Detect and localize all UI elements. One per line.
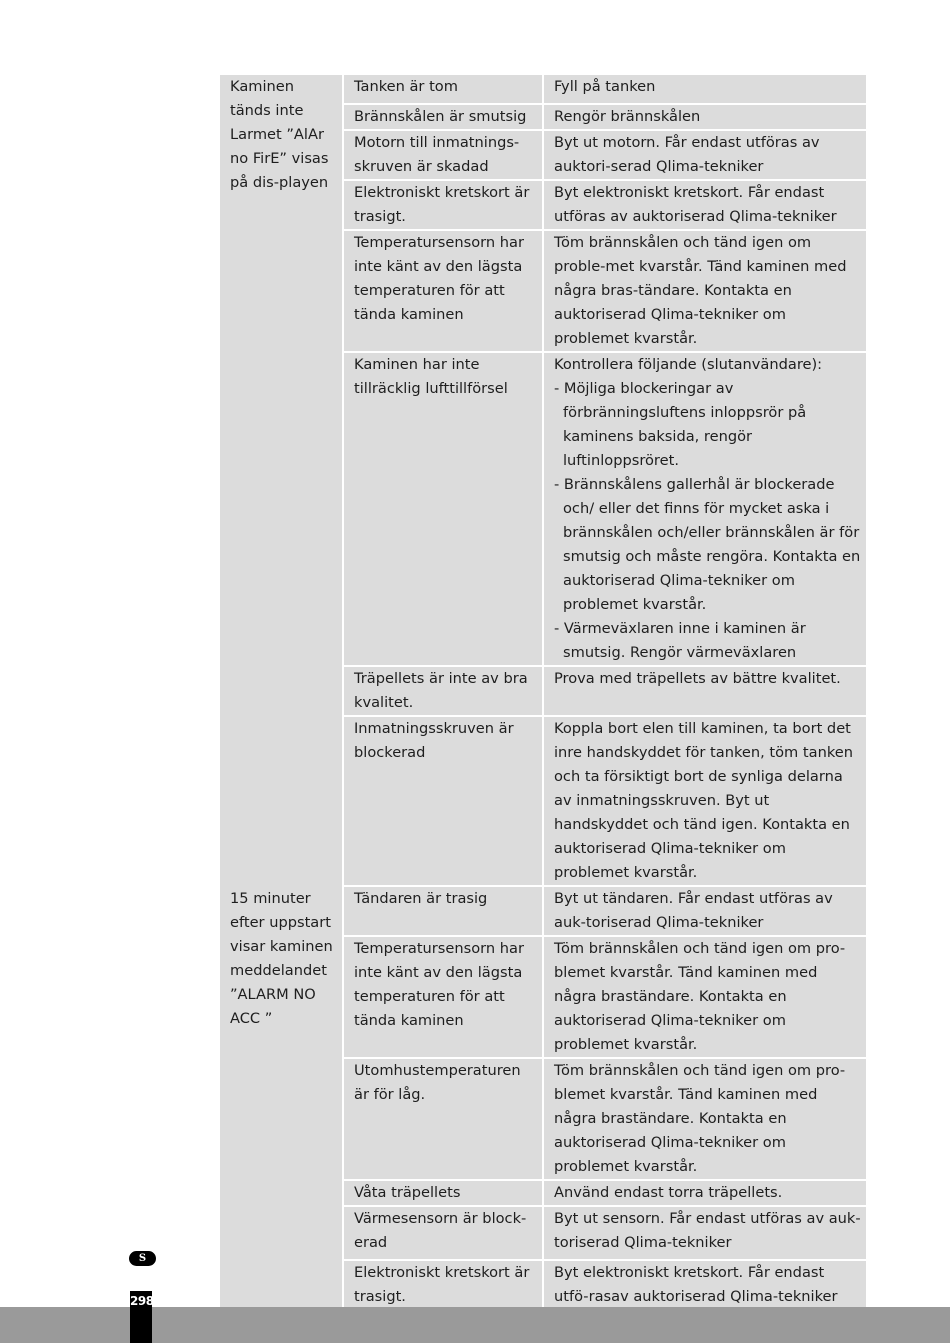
solution-line: Töm brännskålen och tänd igen om proble-met kvarstår. Tänd kaminen med några bras-tändare. Kontakta en auktoriserad Qlima-tekniker om problemet kvarstår. (554, 234, 847, 347)
solution-cell (544, 1059, 866, 1181)
solution-cell (544, 105, 866, 131)
solution-line: Rengör brännskålen (554, 108, 701, 125)
solution-line: - Möjliga blockeringar av förbränningsluftens inloppsrör på kaminens baksida, rengör luftinloppsröret. (554, 380, 807, 469)
cause-cell: Motorn till inmatnings-skruven är skadad (344, 131, 544, 181)
solution-cell (544, 231, 866, 353)
solution-cell (544, 887, 866, 937)
solution-line: Byt ut sensorn. Får endast utföras av auk-toriserad Qlima-tekniker (554, 1210, 861, 1251)
solution-cell (544, 353, 866, 667)
cause-cell: Inmatningsskruven är blockerad (344, 717, 544, 887)
table-row (220, 75, 866, 105)
cause-cell: Värmesensorn är block-erad (344, 1207, 544, 1261)
page-number: 298 (130, 1294, 154, 1308)
cause-cell: Tändaren är trasig (344, 887, 544, 937)
solution-cell (544, 75, 866, 105)
solution-cell (544, 1207, 866, 1261)
solution-cell (544, 667, 866, 717)
solution-cell (544, 131, 866, 181)
language-badge: S (129, 1251, 156, 1266)
solution-line: Byt ut motorn. Får endast utföras av auktori-serad Qlima-tekniker (554, 134, 820, 175)
solution-line: Byt elektroniskt kretskort. Får endast utföras av auktoriserad Qlima-tekniker (554, 184, 837, 225)
solution-cell (544, 1181, 866, 1207)
solution-line: Töm brännskålen och tänd igen om pro-blemet kvarstår. Tänd kaminen med några braständare. Kontakta en auktoriserad Qlima-tekniker om problemet kvarstår. (554, 1062, 846, 1175)
solution-cell (544, 717, 866, 887)
solution-line: Byt elektroniskt kretskort. Får endast utfö-rasav auktoriserad Qlima-tekniker (554, 1264, 838, 1305)
problem-cell: 15 minuter efter uppstart visar kaminen meddelandet ”ALARM NO ACC ” (220, 887, 344, 1335)
solution-line: Prova med träpellets av bättre kvalitet. (554, 670, 841, 687)
cause-cell: Elektroniskt kretskort är trasigt. (344, 181, 544, 231)
table-row (220, 887, 866, 937)
solution-line: Koppla bort elen till kaminen, ta bort det inre handskyddet för tanken, töm tanken och ta försiktigt bort de synliga delarna av inmatningsskruven. Byt ut handskyddet och tänd igen. Kontakta en auktoriserad Qlima-tekniker om problemet kvarstår. (554, 720, 853, 881)
solution-cell (544, 937, 866, 1059)
solution-line: - Brännskålens gallerhål är blockerade och/ eller det finns för mycket aska i brännskålen och/eller brännskålen är för smutsig och måste rengöra. Kontakta en auktoriserad Qlima-tekniker om problemet kvarstår. (554, 476, 861, 613)
cause-cell: Våta träpellets (344, 1181, 544, 1207)
cause-cell: Kaminen har inte tillräcklig lufttillförsel (344, 353, 544, 667)
solution-line: Använd endast torra träpellets. (554, 1184, 783, 1201)
cause-cell: Elektroniskt kretskort är trasigt. (344, 1261, 544, 1311)
troubleshooting-table-body (220, 75, 866, 1335)
solution-line: Byt ut tändaren. Får endast utföras av auk-toriserad Qlima-tekniker (554, 890, 833, 931)
cause-cell: Tanken är tom (344, 75, 544, 105)
solution-line: - Värmeväxlaren inne i kaminen är smutsig. Rengör värmeväxlaren (554, 620, 806, 661)
cause-cell: Temperatursensorn har inte känt av den lägsta temperaturen för att tända kaminen (344, 937, 544, 1059)
problem-cell: Kaminen tänds inte Larmet ”AlAr no FirE” visas på dis-playen (220, 75, 344, 887)
cause-cell: Temperatursensorn har inte känt av den lägsta temperaturen för att tända kaminen (344, 231, 544, 353)
cause-cell: Brännskålen är smutsig (344, 105, 544, 131)
cause-cell: Träpellets är inte av bra kvalitet. (344, 667, 544, 717)
cause-cell: Utomhustemperaturen är för låg. (344, 1059, 544, 1181)
troubleshooting-table (220, 75, 866, 1335)
solution-line: Fyll på tanken (554, 78, 656, 95)
solution-line: Kontrollera följande (slutanvändare): (554, 356, 823, 373)
solution-cell (544, 1261, 866, 1311)
solution-line: Töm brännskålen och tänd igen om pro-blemet kvarstår. Tänd kaminen med några braständare. Kontakta en auktoriserad Qlima-tekniker om problemet kvarstår. (554, 940, 846, 1053)
solution-cell (544, 181, 866, 231)
